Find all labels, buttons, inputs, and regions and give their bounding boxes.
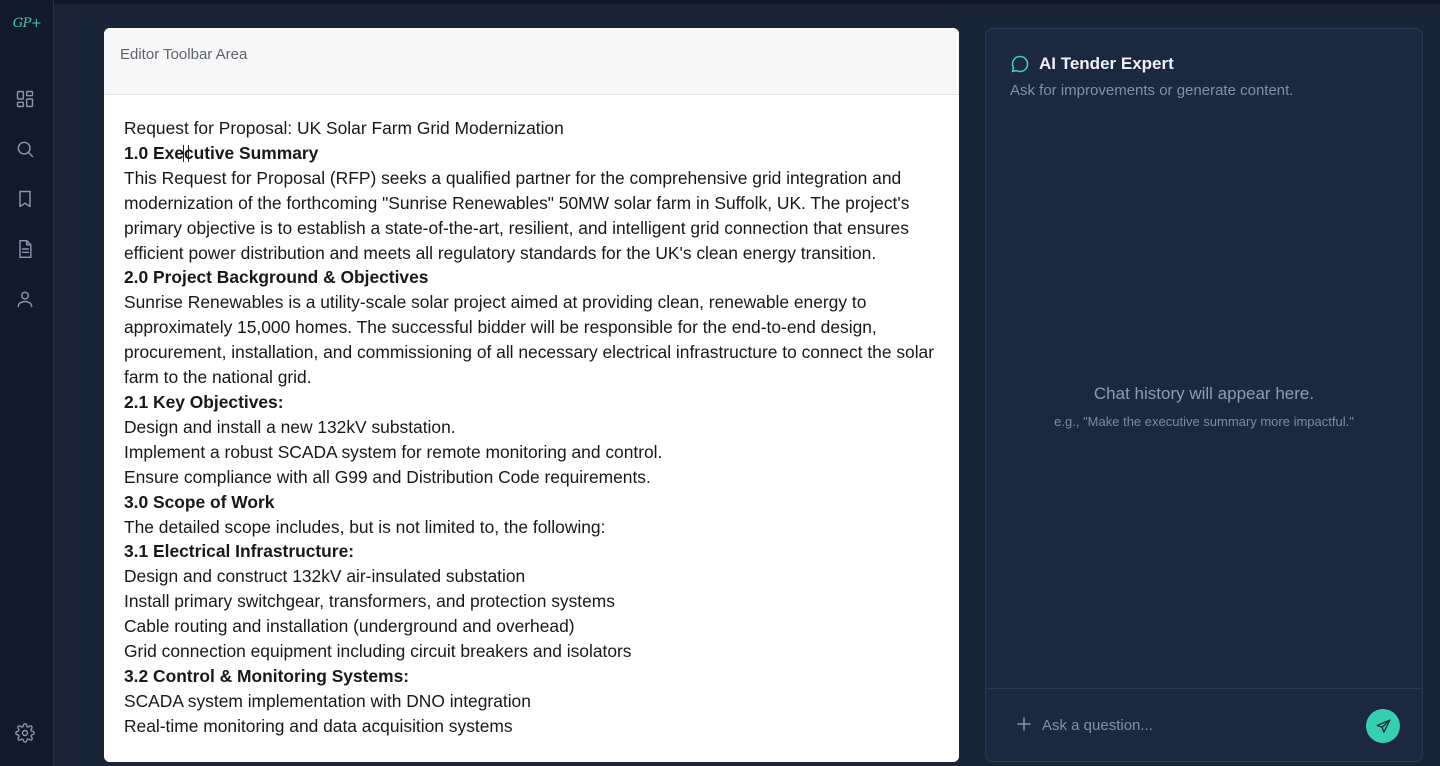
chat-empty-hint: e.g., "Make the executive summary more impactful." [1054,414,1354,429]
sidebar-item-profile[interactable] [13,287,37,311]
editor-heading: 3.1 Electrical Infrastructure: [124,541,355,562]
editor-toolbar-label: Editor Toolbar Area [120,46,248,63]
editor-fade [104,736,959,762]
bookmark-icon [15,189,35,209]
editor-paragraph: SCADA system implementation with DNO integration [124,690,531,711]
editor-heading: 3.0 Scope of Work [124,491,275,512]
chat-header [1010,54,1293,99]
ai-chat-panel [985,28,1423,762]
attach-button[interactable] [1016,716,1032,732]
editor-paragraph: Request for Proposal: UK Solar Farm Grid Modernization [124,118,564,138]
send-button[interactable] [1366,709,1400,743]
editor-paragraph: Design and construct 132kV air-insulated substation [124,566,526,587]
sidebar-item-documents[interactable] [13,237,37,261]
chat-empty-state [986,384,1422,429]
editor-heading: 1.0 Executive Summary [124,142,319,163]
sidebar-item-dashboard[interactable] [13,87,37,111]
chat-input-bar [986,688,1422,761]
editor-paragraph: Sunrise Renewables is a utility-scale solar project aimed at providing clean, renewable energy to approximately 15,000 homes. The successful bidder will be responsible for the end-to-end design, procurement, installation, and commissioning of all necessary electrical infrastructure to connect the solar farm to the national grid. [124,292,935,388]
chat-question-input[interactable] [1042,711,1342,739]
send-icon [1375,718,1392,735]
editor-paragraph: Cable routing and installation (underground and overhead) [124,616,575,637]
editor-paragraph: Real-time monitoring and data acquisition systems [124,715,513,736]
grid-icon [15,89,35,109]
document-editor [104,28,959,762]
editor-paragraph: Install primary switchgear, transformers, and protection systems [124,591,615,612]
editor-paragraph: This Request for Proposal (RFP) seeks a qualified partner for the comprehensive grid integration and modernization of the forthcoming "Sunrise Renewables" 50MW solar farm in Suffolk, UK. The project's primary objective is to establish a state-of-the-art, resilient, and intelligent grid connection that ensures efficient power distribution and meets all regulatory standards for the UK's clean energy transition. [124,167,910,263]
editor-heading: 2.0 Project Background & Objectives [124,267,429,288]
editor-heading: 3.2 Control & Monitoring Systems: [124,665,410,686]
editor-paragraph: The detailed scope includes, but is not limited to, the following: [124,516,606,537]
text-cursor-icon [183,145,189,162]
chat-bubble-icon [1010,54,1030,74]
editor-heading: 2.1 Key Objectives: [124,391,284,412]
editor-paragraph: Design and install a new 132kV substation. [124,416,456,437]
sidebar-item-search[interactable] [13,137,37,161]
gear-icon [15,723,35,743]
plus-icon [1016,716,1032,732]
editor-paragraph: Ensure compliance with all G99 and Distribution Code requirements. [124,466,651,487]
chat-empty-title: Chat history will appear here. [1093,384,1315,403]
editor-paragraph: Grid connection equipment including circuit breakers and isolators [124,641,632,662]
chat-title: AI Tender Expert [1039,54,1174,73]
editor-paragraph: Implement a robust SCADA system for remote monitoring and control. [124,441,663,462]
sidebar-item-settings[interactable] [13,721,37,745]
app-logo[interactable]: GP+ [12,16,42,31]
chat-subtitle: Ask for improvements or generate content. [1010,82,1294,99]
search-icon [15,139,35,159]
sidebar-item-bookmarks[interactable] [13,187,37,211]
sidebar [0,0,54,766]
document-icon [15,239,35,259]
editor-toolbar [104,28,959,95]
user-icon [15,289,35,309]
editor-content[interactable] [104,95,959,739]
